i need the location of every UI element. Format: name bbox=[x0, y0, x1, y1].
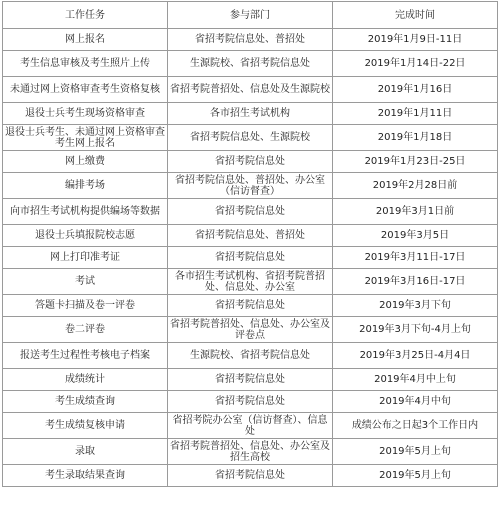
table-row bbox=[3, 465, 498, 487]
task-cell: 考生成绩复核申请 bbox=[3, 413, 168, 439]
task-cell: 报送考生过程性考核电子档案 bbox=[3, 343, 168, 369]
dept-cell: 省招考院信息处 bbox=[168, 199, 333, 225]
time-cell: 2019年5月上旬 bbox=[333, 465, 498, 487]
time-cell: 2019年1月14日-22日 bbox=[333, 51, 498, 77]
dept-cell: 各市招生考试机构 bbox=[168, 103, 333, 125]
time-cell: 2019年3月1日前 bbox=[333, 199, 498, 225]
time-cell: 2019年3月下旬 bbox=[333, 295, 498, 317]
table-row bbox=[3, 103, 498, 125]
header-dept: 参与部门 bbox=[168, 2, 333, 29]
time-cell: 2019年3月下旬-4月上旬 bbox=[333, 317, 498, 343]
time-cell: 成绩公布之日起3个工作日内 bbox=[333, 413, 498, 439]
task-cell: 卷二评卷 bbox=[3, 317, 168, 343]
table-row bbox=[3, 413, 498, 439]
task-cell: 网上打印准考证 bbox=[3, 247, 168, 269]
dept-cell: 省招考院普招处、信息处、办公室及招生高校 bbox=[168, 439, 333, 465]
time-cell: 2019年1月23日-25日 bbox=[333, 151, 498, 173]
table-row bbox=[3, 343, 498, 369]
table-row bbox=[3, 125, 498, 151]
dept-cell: 省招考院普招处、信息处及生源院校 bbox=[168, 77, 333, 103]
time-cell: 2019年1月9日-11日 bbox=[333, 29, 498, 51]
schedule-table-container bbox=[2, 1, 498, 487]
task-cell: 考生成绩查询 bbox=[3, 391, 168, 413]
table-row bbox=[3, 247, 498, 269]
task-cell: 未通过网上资格审查考生资格复核 bbox=[3, 77, 168, 103]
task-cell: 网上报名 bbox=[3, 29, 168, 51]
task-cell: 录取 bbox=[3, 439, 168, 465]
time-cell: 2019年3月5日 bbox=[333, 225, 498, 247]
dept-cell: 省招考院信息处、普招处 bbox=[168, 225, 333, 247]
time-cell: 2019年1月18日 bbox=[333, 125, 498, 151]
time-cell: 2019年2月28日前 bbox=[333, 173, 498, 199]
schedule-table bbox=[2, 1, 498, 487]
header-time: 完成时间 bbox=[333, 2, 498, 29]
dept-cell: 省招考院信息处 bbox=[168, 151, 333, 173]
dept-cell: 省招考院信息处 bbox=[168, 465, 333, 487]
task-cell: 考试 bbox=[3, 269, 168, 295]
dept-cell: 生源院校、省招考院信息处 bbox=[168, 51, 333, 77]
dept-cell: 生源院校、省招考院信息处 bbox=[168, 343, 333, 369]
time-cell: 2019年3月16日-17日 bbox=[333, 269, 498, 295]
table-row bbox=[3, 225, 498, 247]
table-row bbox=[3, 439, 498, 465]
table-header-row bbox=[3, 2, 498, 29]
time-cell: 2019年1月11日 bbox=[333, 103, 498, 125]
time-cell: 2019年5月上旬 bbox=[333, 439, 498, 465]
dept-cell: 省招考院信息处 bbox=[168, 295, 333, 317]
dept-cell: 省招考院信息处、普招处、办公室（信访督查） bbox=[168, 173, 333, 199]
dept-cell: 省招考院信息处 bbox=[168, 391, 333, 413]
dept-cell: 省招考院信息处、普招处 bbox=[168, 29, 333, 51]
table-row bbox=[3, 369, 498, 391]
task-cell: 退役士兵填报院校志愿 bbox=[3, 225, 168, 247]
table-row bbox=[3, 391, 498, 413]
table-row bbox=[3, 173, 498, 199]
table-row bbox=[3, 295, 498, 317]
dept-cell: 各市招生考试机构、省招考院普招处、信息处、办公室 bbox=[168, 269, 333, 295]
task-cell: 考生信息审核及考生照片上传 bbox=[3, 51, 168, 77]
task-cell: 网上缴费 bbox=[3, 151, 168, 173]
header-task: 工作任务 bbox=[3, 2, 168, 29]
time-cell: 2019年1月16日 bbox=[333, 77, 498, 103]
time-cell: 2019年3月11日-17日 bbox=[333, 247, 498, 269]
task-cell: 考生录取结果查询 bbox=[3, 465, 168, 487]
task-cell: 退役士兵考生、未通过网上资格审查考生网上报名 bbox=[3, 125, 168, 151]
task-cell: 成绩统计 bbox=[3, 369, 168, 391]
table-row bbox=[3, 269, 498, 295]
dept-cell: 省招考院普招处、信息处、办公室及评卷点 bbox=[168, 317, 333, 343]
table-row bbox=[3, 317, 498, 343]
table-row bbox=[3, 51, 498, 77]
table-row bbox=[3, 77, 498, 103]
task-cell: 退役士兵考生现场资格审查 bbox=[3, 103, 168, 125]
table-row bbox=[3, 199, 498, 225]
task-cell: 编排考场 bbox=[3, 173, 168, 199]
dept-cell: 省招考院信息处、生源院校 bbox=[168, 125, 333, 151]
dept-cell: 省招考院信息处 bbox=[168, 247, 333, 269]
table-row bbox=[3, 29, 498, 51]
time-cell: 2019年4月中上旬 bbox=[333, 369, 498, 391]
dept-cell: 省招考院信息处 bbox=[168, 369, 333, 391]
task-cell: 答题卡扫描及卷一评卷 bbox=[3, 295, 168, 317]
dept-cell: 省招考院办公室（信访督查）、信息处 bbox=[168, 413, 333, 439]
table-row bbox=[3, 151, 498, 173]
time-cell: 2019年3月25日-4月4日 bbox=[333, 343, 498, 369]
task-cell: 向市招生考试机构提供编场等数据 bbox=[3, 199, 168, 225]
time-cell: 2019年4月中旬 bbox=[333, 391, 498, 413]
